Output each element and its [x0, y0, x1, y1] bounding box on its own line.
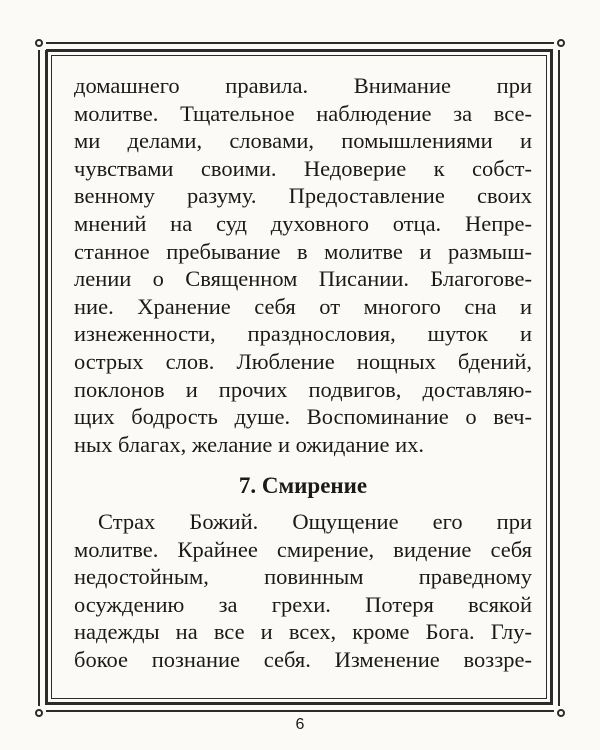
corner-ornament [554, 36, 568, 50]
paragraph-humility [74, 508, 532, 674]
text-line: поклонов и прочих подвигов, доставляю- [74, 376, 532, 402]
text-line: ние. Хранение себя от многого сна и [74, 293, 532, 319]
corner-ornament [554, 706, 568, 720]
text-line: недостойным, повинным праведному [74, 564, 532, 590]
text-line: Страх Божий. Ощущение его при [98, 509, 532, 534]
page-number: 6 [295, 716, 305, 733]
text-line: мнений на суд духовного отца. Непре- [74, 210, 532, 236]
text-line: ми делами, словами, помышлениями и [74, 128, 532, 154]
section-heading: 7. Смирение [238, 473, 368, 498]
text-line: осуждению за грехи. Потеря всякой [74, 591, 532, 617]
text-line: лении о Священном Писании. Благогове- [74, 266, 532, 292]
paragraph-continued [74, 72, 532, 458]
text-line: изнеженности, празднословия, шуток и [74, 321, 532, 347]
corner-ornament [32, 36, 46, 50]
text-line: щих бодрость душе. Воспоминание о веч- [74, 404, 532, 430]
text-line: ных благах, желание и ожидание их. [74, 431, 424, 457]
corner-ornament [32, 706, 46, 720]
text-line: молитве. Тщательное наблюдение за все- [74, 100, 532, 126]
text-line: надежды на все и всех, кроме Бога. Глу- [74, 619, 532, 645]
text-line: венному разуму. Предоставление своих [74, 183, 532, 209]
text-line: острых слов. Любление нощных бдений, [74, 348, 532, 374]
text-line: бокое познание себя. Изменение воззре- [74, 646, 532, 672]
text-line: молитве. Крайнее смирение, видение себя [74, 536, 532, 562]
text-line: чувствами своими. Недоверие к собст- [74, 155, 532, 181]
text-line: домашнего правила. Внимание при [74, 73, 532, 98]
text-line: станное пребывание в молитве и размыш- [74, 238, 532, 264]
